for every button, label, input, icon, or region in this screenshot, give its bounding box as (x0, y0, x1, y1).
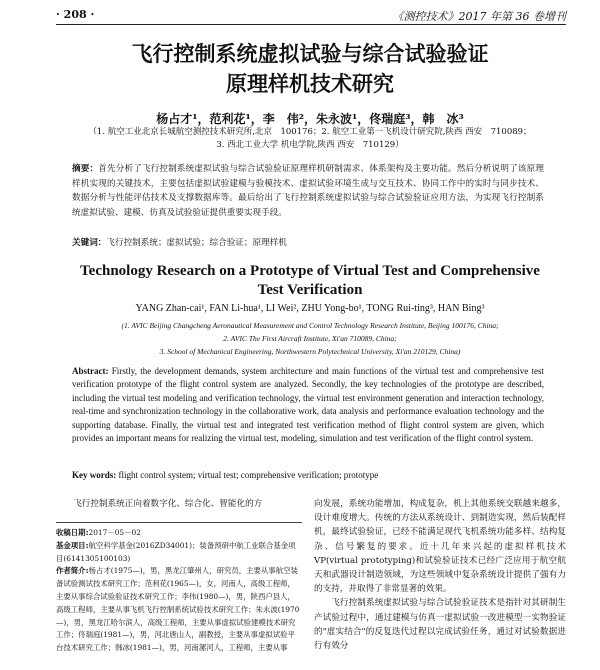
en-abstract-label: Abstract: (72, 366, 109, 376)
cn-affiliation-line1: （1. 航空工业北京长城航空测控技术研究所,北京 100176；2. 航空工业第一飞机设计研究院,陕西 西安 710089； (88, 127, 532, 137)
cn-keywords (72, 236, 544, 250)
cn-affiliation-line2: 3. 西北工业大学 机电学院,陕西 西安 710129） (216, 140, 404, 150)
cn-keywords-label: 关键词： (72, 238, 107, 248)
footnote-rule (56, 522, 302, 523)
header-rule (56, 24, 566, 25)
body-right-paragraph-1: 向发展，系统功能增加，构成复杂，机上其他系统交联越来越多，设计难度增大。传统的方法从系统设计、到制造实现，然后装配样机，最终试验验证，已经不能满足现代飞机系统功能多样、结构复杂、信号繁复的要求。近十几年来兴起的虚拟样机技术 VP(virtual prototyping)和试验验证技术已经广泛应用于航空航天和武器设计制造领域，为这些领域中复杂系统设计提供了强有力的支持，并取得了非常显著的效果。 (314, 499, 566, 595)
cn-title-line2: 原理样机技术研究 (226, 71, 394, 96)
en-keywords-label: Key words: (72, 470, 117, 480)
en-keywords (72, 469, 544, 482)
body-right-paragraph-2: 飞行控制系统虚拟试验与综合试验验证技术是指针对其研制生产试验过程中，通过建模与仿真一虚拟试验一改进模型一实物验证的"虚实结合"的反复迭代过程以完成试验任务，通过对试验数据进行有效分 (314, 598, 566, 652)
en-title-line2: Test Verification (257, 282, 363, 298)
cn-abstract (72, 162, 544, 220)
cn-abstract-label: 摘要： (72, 164, 99, 174)
en-affiliation-1: (1. AVIC Beijing Changcheng Aeronautical Measurement and Control Technology Research Institute, Beijing 100176, China; (121, 321, 499, 330)
en-abstract-text: Firstly, the development demands, system architecture and main functions of the virtual test and comprehensive test verification prototype of the flight control system are analyzed. Secondly, the key technologies of the prototype are described, including the virtual test modeling and verification technology, the virtual test environment generation and interaction technology, real-time and synchronization technology in the collaborative work, data analysis and performance evaluation technology and the supporting database. Finally, the virtual test and integrated test verification method of flight control system are given, which provides an important means for realizing the virtual test, modeling, simulation and test verification of the flight control system. (72, 366, 544, 444)
en-affiliation-2: 2. AVIC The First Aircraft Institute, Xi'an 710089, China; (223, 334, 397, 343)
en-authors: YANG Zhan-cai¹, FAN Li-hua¹, LI Wei², ZHU Yong-bo¹, TONG Rui-ting³, HAN Bing³ (135, 303, 485, 314)
body-right-column (314, 497, 566, 653)
en-keywords-text: flight control system; virtual test; comprehensive verification; prototype (118, 470, 379, 480)
journal-header: 《测控技术》2017 年第 36 卷增刊 (392, 10, 566, 23)
footnote-received: 收稿日期:2017－05－02 (56, 528, 141, 537)
cn-authors: 杨占才¹，范利花¹，李 伟²，朱永波¹，佟瑞庭³，韩 冰³ (156, 112, 464, 126)
cn-abstract-text: 首先分析了飞行控制系统虚拟试验与综合试验验证原理样机研制需求、体系架构及主要功能。然后分析说明了该原理样机实现的关键技术，主要包括虚拟试验建模与验模技术、虚拟试验环境生成与交互技术、协同工作中的实时与同步技术、数据分析与性能评估技术及支撑数据库等。最后给出了飞行控制系统虚拟试验与综合试验验证应用方法，为实现飞行控制系统虚拟试验、建模、仿真及试验验证提供重要实现手段。 (72, 164, 544, 218)
footnote-author: 作者简介:杨占才(1975—)，男，黑龙江肇州人，研究员，主要从事航空装备试验测试技术研究工作；范利花(1965—)，女，河南人，高级工程师，主要从事综合试验验证技术研究工作；李伟(1980—)，男，陕西户县人，高级工程师，主要从事飞机飞行控制系统试验技术研究工作；朱永波(1970—)，男，黑龙江哈尔滨人，高级工程师，主要从事虚拟试验建模技术研究工作；佟瑞庭(1981—)，男，河北唐山人，副教授，主要从事虚拟试验平台技术研究工作；韩冰(1981—)，男，河南漯河人，工程师，主要从事 (56, 566, 300, 653)
en-title-line1: Technology Research on a Prototype of Virtual Test and Comprehensive (80, 263, 540, 279)
cn-title-line1: 飞行控制系统虚拟试验与综合试验验证 (131, 41, 489, 66)
en-abstract (72, 365, 544, 445)
en-affiliation-3: 3. School of Mechanical Engineering, Northwestern Polytechnical University, Xi'an 210129, China) (159, 347, 461, 356)
footnote-fund: 基金项目:航空科学基金(2016ZD34001)；装备预研中航工业联合基金项目(6141305100103) (56, 540, 296, 563)
cn-keywords-text: 飞行控制系统；虚拟试验；综合验证；原理样机 (106, 238, 287, 248)
body-left-paragraph: 飞行控制系统正向着数字化、综合化、智能化的方 (73, 499, 263, 509)
page-number: · 208 · (56, 8, 95, 21)
footnote (56, 527, 302, 655)
